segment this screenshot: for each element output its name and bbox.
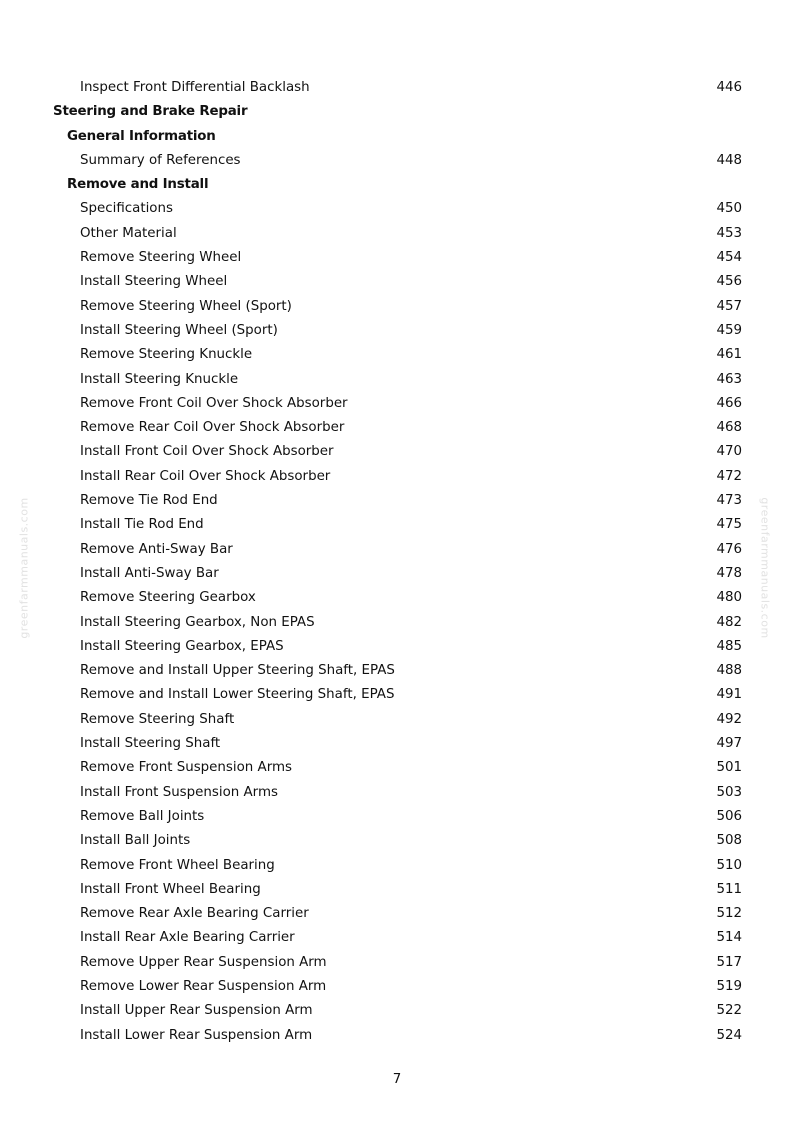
toc-entry-title: Remove Steering Wheel (Sport)	[80, 298, 292, 314]
toc-entry-title: Install Steering Shaft	[80, 736, 221, 752]
toc-entry	[0, 465, 794, 489]
toc-entry	[0, 829, 794, 853]
toc-entry-title: Remove Rear Coil Over Shock Absorber	[80, 420, 345, 436]
toc-entry-page: 450	[716, 201, 742, 217]
toc-entry-page: 491	[716, 687, 742, 703]
toc-section-heading	[0, 100, 794, 124]
toc-entry-title: Remove Steering Gearbox	[80, 590, 256, 606]
toc-entry	[0, 343, 794, 367]
toc-entry-page: 503	[716, 784, 742, 800]
toc-entry-page: 470	[716, 444, 742, 460]
toc-entry	[0, 416, 794, 440]
toc-entry-title: Remove Rear Axle Bearing Carrier	[80, 906, 309, 922]
toc-entry-title: General Information	[67, 128, 216, 144]
toc-entry	[0, 538, 794, 562]
toc-entry	[0, 222, 794, 246]
toc-entry-title: Install Front Wheel Bearing	[80, 881, 261, 897]
toc-entry	[0, 246, 794, 270]
toc-entry-title: Install Rear Axle Bearing Carrier	[80, 930, 295, 946]
toc-entry-page: 457	[716, 298, 742, 314]
toc-entry	[0, 805, 794, 829]
toc-entry-page: 524	[716, 1027, 742, 1043]
toc-entry-title: Install Steering Wheel (Sport)	[80, 322, 278, 338]
toc-entry	[0, 926, 794, 950]
toc-entry	[0, 635, 794, 659]
toc-entry-page: 512	[716, 906, 742, 922]
toc-entry-title: Install Front Coil Over Shock Absorber	[80, 444, 334, 460]
toc-entry-page: 511	[716, 881, 742, 897]
toc-entry	[0, 586, 794, 610]
toc-entry-page: 485	[716, 638, 742, 654]
toc-entry-title: Remove Steering Wheel	[80, 250, 242, 266]
toc-entry	[0, 975, 794, 999]
toc-entry-page: 461	[716, 347, 742, 363]
page-number: 7	[392, 1072, 402, 1087]
toc-entry-page: 472	[716, 468, 742, 484]
toc-entry	[0, 732, 794, 756]
toc-entry-title: Other Material	[80, 225, 177, 241]
toc-entry-title: Install Rear Coil Over Shock Absorber	[80, 468, 331, 484]
watermark-left: greenfarmmanuals.com	[17, 497, 31, 639]
toc-entry	[0, 149, 794, 173]
toc-entry-title: Install Lower Rear Suspension Arm	[80, 1027, 313, 1043]
toc-entry	[0, 440, 794, 464]
toc-entry-page: 506	[716, 808, 742, 824]
toc-entry-title: Install Steering Wheel	[80, 274, 228, 290]
toc-entry-page: 478	[716, 565, 742, 581]
toc-entry-title: Remove Upper Rear Suspension Arm	[80, 954, 327, 970]
toc-entry	[0, 659, 794, 683]
toc-entry-page: 459	[716, 322, 742, 338]
table-of-contents	[0, 76, 794, 1048]
toc-entry	[0, 562, 794, 586]
toc-entry-page: 453	[716, 225, 742, 241]
toc-entry-title: Install Steering Gearbox, EPAS	[80, 638, 284, 654]
toc-entry	[0, 1024, 794, 1048]
toc-entry	[0, 683, 794, 707]
toc-entry-page: 466	[716, 395, 742, 411]
toc-entry-page: 463	[716, 371, 742, 387]
toc-entry-page: 519	[716, 978, 742, 994]
toc-entry	[0, 902, 794, 926]
toc-entry-title: Remove Anti-Sway Bar	[80, 541, 233, 557]
toc-entry	[0, 708, 794, 732]
toc-entry-page: 446	[716, 80, 742, 95]
toc-entry	[0, 295, 794, 319]
toc-entry	[0, 611, 794, 635]
toc-entry-page: 517	[716, 954, 742, 970]
toc-entry-title: Remove Lower Rear Suspension Arm	[80, 978, 327, 994]
toc-entry-page: 508	[716, 833, 742, 849]
toc-entry	[0, 319, 794, 343]
toc-entry-page: 480	[716, 590, 742, 606]
toc-entry-page: 510	[716, 857, 742, 873]
toc-entry	[0, 951, 794, 975]
toc-entry-page: 522	[716, 1003, 742, 1019]
toc-entry-title: Steering and Brake Repair	[53, 104, 248, 120]
toc-entry-title: Remove and Install Upper Steering Shaft, EPAS	[80, 663, 395, 679]
toc-entry-title: Remove Steering Knuckle	[80, 347, 253, 363]
toc-entry-page: 468	[716, 420, 742, 436]
toc-entry-title: Specifications	[80, 201, 173, 217]
toc-entry-page: 482	[716, 614, 742, 630]
toc-entry-title: Install Ball Joints	[80, 833, 191, 849]
toc-section-heading	[0, 173, 794, 197]
toc-entry-page: 448	[716, 152, 742, 168]
toc-entry	[0, 76, 794, 100]
toc-entry-title: Remove Front Suspension Arms	[80, 760, 292, 776]
toc-entry-page: 473	[716, 493, 742, 509]
toc-entry-page: 497	[716, 736, 742, 752]
toc-entry-page: 501	[716, 760, 742, 776]
toc-entry-title: Install Tie Rod End	[80, 517, 204, 533]
toc-entry	[0, 513, 794, 537]
toc-entry-page: 514	[716, 930, 742, 946]
toc-entry-page: 454	[716, 250, 742, 266]
toc-entry	[0, 392, 794, 416]
toc-entry-title: Inspect Front Differential Backlash	[80, 80, 310, 95]
toc-entry-title: Install Anti-Sway Bar	[80, 565, 219, 581]
toc-entry-title: Remove Tie Rod End	[80, 493, 218, 509]
toc-entry-page: 476	[716, 541, 742, 557]
toc-section-heading	[0, 125, 794, 149]
watermark-right: greenfarmmanuals.com	[758, 497, 772, 639]
toc-entry-title: Remove Front Wheel Bearing	[80, 857, 275, 873]
toc-entry-title: Remove and Install Lower Steering Shaft, EPAS	[80, 687, 395, 703]
toc-entry-page: 492	[716, 711, 742, 727]
toc-entry	[0, 781, 794, 805]
toc-entry-page: 475	[716, 517, 742, 533]
toc-entry	[0, 197, 794, 221]
toc-entry-title: Remove Front Coil Over Shock Absorber	[80, 395, 348, 411]
toc-entry	[0, 999, 794, 1023]
toc-entry	[0, 878, 794, 902]
toc-entry-title: Remove Ball Joints	[80, 808, 205, 824]
toc-entry	[0, 368, 794, 392]
toc-entry-title: Install Front Suspension Arms	[80, 784, 278, 800]
toc-entry-title: Install Steering Gearbox, Non EPAS	[80, 614, 315, 630]
toc-entry	[0, 854, 794, 878]
toc-entry	[0, 756, 794, 780]
toc-entry-title: Remove Steering Shaft	[80, 711, 235, 727]
toc-entry-page: 456	[716, 274, 742, 290]
toc-entry-page: 488	[716, 663, 742, 679]
toc-entry	[0, 270, 794, 294]
toc-entry	[0, 489, 794, 513]
toc-entry-title: Remove and Install	[67, 177, 209, 193]
toc-entry-title: Install Upper Rear Suspension Arm	[80, 1003, 313, 1019]
toc-entry-title: Install Steering Knuckle	[80, 371, 239, 387]
toc-entry-title: Summary of References	[80, 152, 241, 168]
